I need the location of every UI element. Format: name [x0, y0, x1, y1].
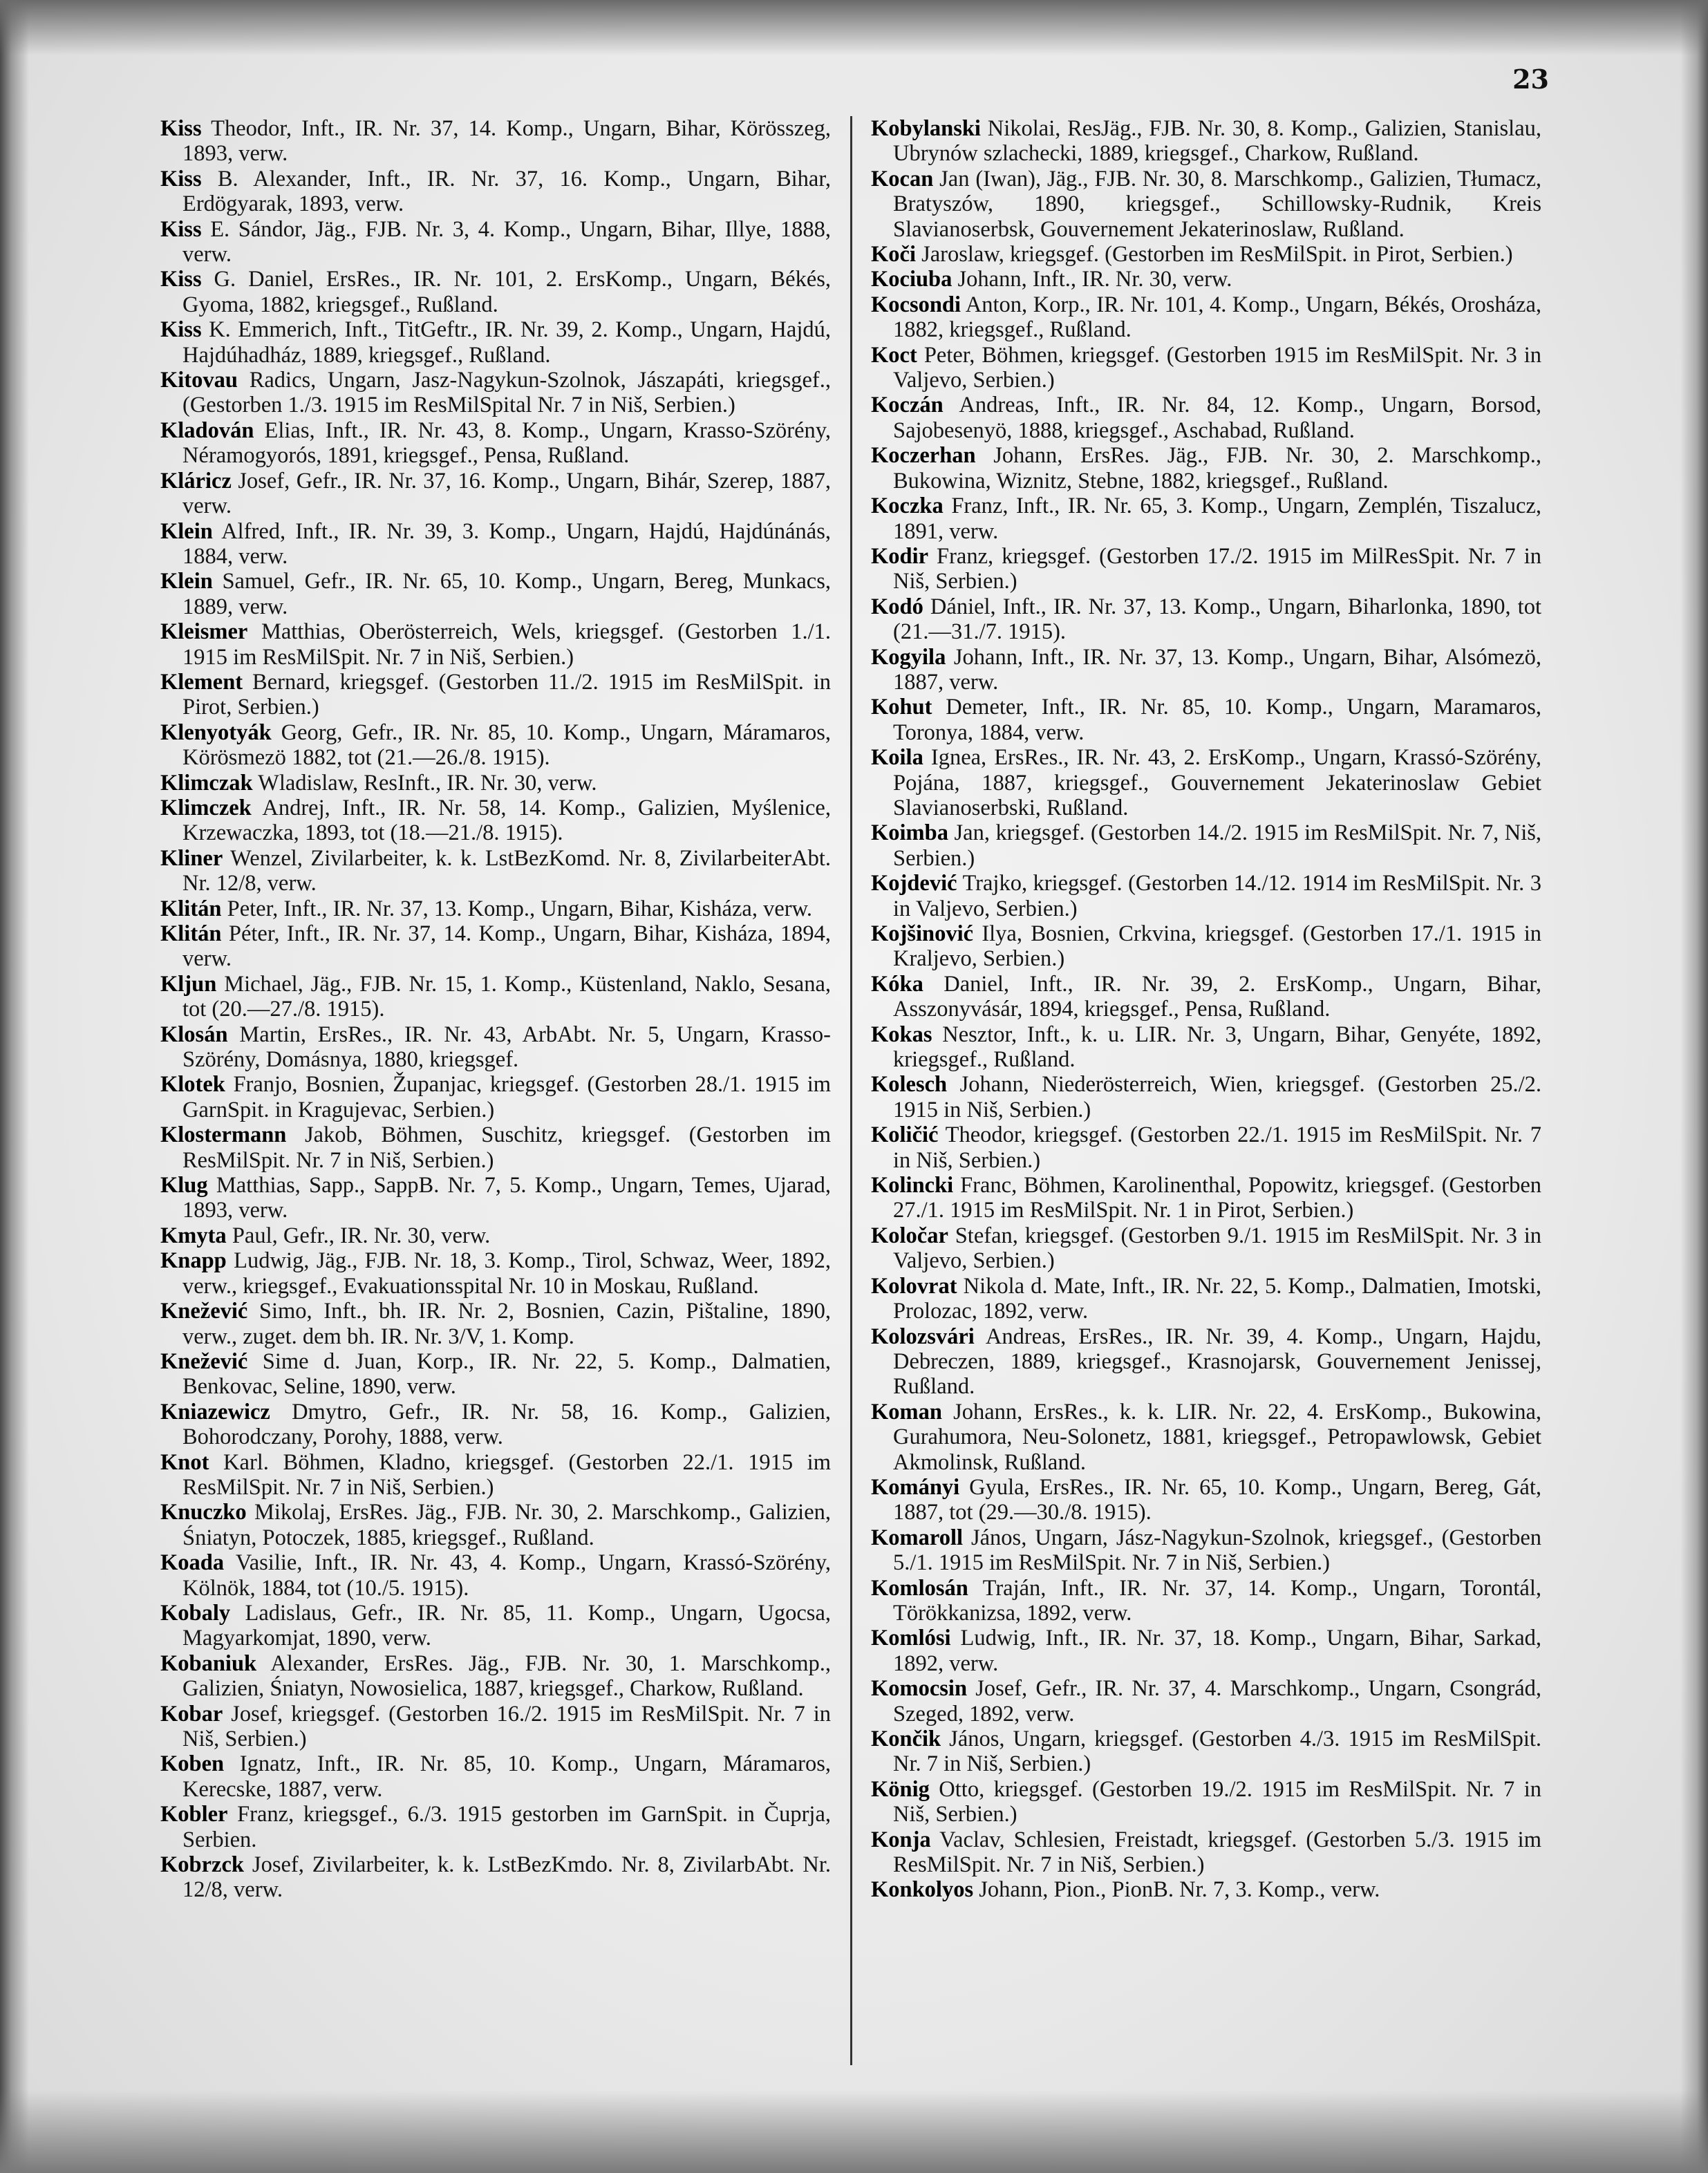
entry-surname: Koczka	[871, 493, 944, 519]
entry-surname: Komocsin	[871, 1676, 968, 1702]
entry-details: Johann, Niederösterreich, Wien, kriegsgef. (Gestorben 25./2. 1915 in Niš, Serbien.)	[893, 1072, 1541, 1122]
entry-details: Josef, Gefr., IR. Nr. 37, 4. Marschkomp., Ungarn, Csongrád, Szeged, 1892, verw.	[893, 1676, 1541, 1727]
list-entry	[871, 1727, 1541, 1777]
list-entry	[871, 921, 1541, 972]
list-entry	[160, 1400, 831, 1450]
entry-surname: Komlosán	[871, 1575, 968, 1601]
entry-surname: Kociuba	[871, 267, 952, 292]
list-entry	[871, 1173, 1541, 1223]
scan-edge-right	[1680, 0, 1708, 2173]
list-entry	[160, 1550, 831, 1601]
entry-surname: Klement	[160, 669, 243, 695]
entry-surname: Kobrzck	[160, 1852, 244, 1878]
entry-surname: König	[871, 1776, 930, 1802]
entry-details: Otto, kriegsgef. (Gestorben 19./2. 1915 im ResMilSpit. Nr. 7 in Niš, Serbien.)	[893, 1776, 1541, 1827]
list-entry	[160, 972, 831, 1022]
entry-surname: Kojdević	[871, 871, 957, 896]
entry-surname: Knežević	[160, 1348, 248, 1374]
entry-details: Johann, Pion., PionB. Nr. 7, 3. Komp., verw.	[979, 1877, 1380, 1903]
list-entry	[871, 1676, 1541, 1727]
entry-surname: Klenyotyák	[160, 719, 272, 745]
entry-surname: Kiss	[160, 216, 202, 242]
entry-details: Andrej, Inft., IR. Nr. 58, 14. Komp., Galizien, Myślenice, Krzewaczka, 1893, tot (18.—21./8. 1915).	[182, 795, 831, 846]
list-entry	[160, 1349, 831, 1400]
entry-details: Franc, Böhmen, Karolinenthal, Popowitz, kriegsgef. (Gestorben 27./1. 1915 im ResMilSpit. Nr. 1 in Pirot, Serbien.)	[893, 1173, 1541, 1223]
list-entry	[871, 1274, 1541, 1324]
entry-details: Paul, Gefr., IR. Nr. 30, verw.	[232, 1223, 491, 1248]
entry-details: Anton, Korp., IR. Nr. 101, 4. Komp., Ungarn, Békés, Orosháza, 1882, kriegsgef., Rußland.	[893, 292, 1541, 343]
entry-surname: Kiss	[160, 317, 202, 343]
entry-details: Dániel, Inft., IR. Nr. 37, 13. Komp., Ungarn, Biharlonka, 1890, tot (21.—31./7. 1915).	[893, 594, 1541, 645]
entry-details: Johann, Inft., IR. Nr. 37, 13. Komp., Ungarn, Bihar, Alsómezö, 1887, verw.	[893, 644, 1542, 695]
entry-details: Andreas, ErsRes., IR. Nr. 39, 4. Komp., Ungarn, Hajdu, Debreczen, 1889, kriegsgef., Krasnojarsk, Gouvernement Jenissej, Rußland.	[893, 1324, 1541, 1400]
entry-surname: Knapp	[160, 1248, 227, 1274]
list-entry	[160, 217, 831, 267]
entry-details: Theodor, Inft., IR. Nr. 37, 14. Komp., Ungarn, Bihar, Körösszeg, 1893, verw.	[182, 116, 831, 167]
entry-details: Franz, kriegsgef. (Gestorben 17./2. 1915 im MilResSpit. Nr. 7 in Niš, Serbien.)	[893, 543, 1541, 594]
entry-details: Mikolaj, ErsRes. Jäg., FJB. Nr. 30, 2. Marschkomp., Galizien, Śniatyn, Potoczek, 1885, kriegsgef., Rußland.	[182, 1500, 831, 1550]
list-entry	[871, 167, 1541, 242]
list-entry	[160, 116, 831, 167]
entry-surname: Končik	[871, 1727, 941, 1751]
entry-details: Josef, kriegsgef. (Gestorben 16./2. 1915 im ResMilSpit. Nr. 7 in Niš, Serbien.)	[182, 1701, 831, 1751]
entry-surname: Količić	[871, 1122, 939, 1148]
entry-surname: Kljun	[160, 971, 217, 997]
entry-surname: Koct	[871, 342, 917, 368]
entry-surname: Koczerhan	[871, 443, 976, 469]
entry-surname: Klosán	[160, 1022, 228, 1047]
list-entry	[871, 443, 1541, 493]
entry-surname: Kmyta	[160, 1223, 227, 1248]
entry-surname: Kiss	[160, 166, 202, 191]
list-entry	[871, 1324, 1541, 1400]
entry-surname: Kobylanski	[871, 116, 981, 141]
list-entry	[160, 368, 831, 418]
entry-details: Martin, ErsRes., IR. Nr. 43, ArbAbt. Nr. 5, Ungarn, Krasso-Szörény, Domásnya, 1880, kriegsgef.	[182, 1022, 831, 1073]
entry-details: K. Emmerich, Inft., TitGeftr., IR. Nr. 39, 2. Komp., Ungarn, Hajdú, Hajdúhadház, 1889, kriegsgef., Rußland.	[182, 317, 831, 368]
entry-details: Franz, kriegsgef., 6./3. 1915 gestorben im GarnSpit. in Čuprja, Serbien.	[182, 1802, 831, 1852]
entry-details: Alexander, ErsRes. Jäg., FJB. Nr. 30, 1. Marschkomp., Galizien, Śniatyn, Nowosielica, 1887, kriegsgef., Charkow, Rußland.	[182, 1650, 831, 1702]
entry-surname: Koben	[160, 1751, 225, 1777]
entry-surname: Knot	[160, 1449, 209, 1475]
entry-details: Matthias, Oberösterreich, Wels, kriegsgef. (Gestorben 1./1. 1915 im ResMilSpit. Nr. 7 in Niš, Serbien.)	[182, 619, 832, 670]
list-entry	[160, 469, 831, 519]
entry-surname: Kóka	[871, 971, 923, 997]
list-entry	[160, 720, 831, 771]
list-entry	[160, 771, 831, 796]
entry-details: Alfred, Inft., IR. Nr. 39, 3. Komp., Ungarn, Hajdú, Hajdúnánás, 1884, verw.	[182, 518, 832, 569]
list-entry	[160, 1173, 831, 1223]
entry-details: Karl. Böhmen, Kladno, kriegsgef. (Gestorben 22./1. 1915 im ResMilSpit. Nr. 7 in Niš, Serbien.)	[182, 1449, 831, 1500]
entry-details: Johann, ErsRes. Jäg., FJB. Nr. 30, 2. Marschkomp., Bukowina, Wiznitz, Stebne, 1882, kriegsgef., Rußland.	[893, 443, 1541, 493]
entry-surname: Kniazewicz	[160, 1399, 270, 1424]
list-entry	[871, 1777, 1541, 1827]
entry-details: Simo, Inft., bh. IR. Nr. 2, Bosnien, Cazin, Pištaline, 1890, verw., zuget. dem bh. IR. Nr. 3/V, 1. Komp.	[182, 1299, 832, 1349]
entry-details: Ignatz, Inft., IR. Nr. 85, 10. Komp., Ungarn, Máramaros, Kerecske, 1887, verw.	[182, 1751, 832, 1802]
list-entry	[871, 1022, 1541, 1073]
entry-surname: Kohut	[871, 695, 932, 720]
list-entry	[160, 167, 831, 217]
entry-details: János, Ungarn, Jász-Nagykun-Szolnok, kriegsgef., (Gestorben 5./1. 1915 im ResMilSpit. Nr. 7 in Niš, Serbien.)	[893, 1525, 1541, 1576]
list-entry	[160, 1500, 831, 1550]
entry-details: Nikolai, ResJäg., FJB. Nr. 30, 8. Komp., Galizien, Stanislau, Ubrynów szlachecki, 1889, kriegsgef., Charkow, Rußland.	[893, 116, 1542, 167]
list-entry	[160, 1601, 831, 1651]
entry-surname: Kogyila	[871, 644, 946, 670]
entry-details: Josef, Gefr., IR. Nr. 37, 16. Komp., Ungarn, Bihár, Szerep, 1887, verw.	[182, 468, 831, 519]
list-entry	[871, 695, 1541, 745]
entry-surname: Kláricz	[160, 468, 232, 493]
entry-surname: Kodir	[871, 543, 929, 569]
entry-details: Andreas, Inft., IR. Nr. 84, 12. Komp., Ungarn, Borsod, Sajobesenyö, 1888, kriegsgef., Aschabad, Rußland.	[893, 393, 1541, 443]
entry-surname: Koila	[871, 745, 923, 771]
entry-surname: Klostermann	[160, 1122, 287, 1148]
list-entry	[871, 645, 1541, 695]
entry-surname: Klitán	[160, 896, 222, 921]
entry-details: Vaclav, Schlesien, Freistadt, kriegsgef. (Gestorben 5./3. 1915 im ResMilSpit. Nr. 7 in Niš, Serbien.)	[893, 1827, 1541, 1878]
entry-details: Georg, Gefr., IR. Nr. 85, 10. Komp., Ungarn, Máramaros, Körösmezö 1882, tot (21.—26./8. 1915).	[182, 719, 832, 771]
list-entry	[160, 418, 831, 469]
list-entry	[871, 820, 1541, 871]
list-entry	[871, 1475, 1541, 1525]
entry-surname: Kolincki	[871, 1173, 954, 1198]
list-entry	[871, 242, 1541, 267]
list-entry	[871, 1223, 1541, 1274]
entry-details: Michael, Jäg., FJB. Nr. 15, 1. Komp., Küstenland, Naklo, Sesana, tot (20.—27./8. 1915).	[182, 971, 832, 1022]
entry-details: Jan, kriegsgef. (Gestorben 14./2. 1915 im ResMilSpit. Nr. 7, Niš, Serbien.)	[893, 820, 1541, 871]
column-divider	[850, 116, 852, 2065]
entry-surname: Kiss	[160, 267, 202, 292]
entry-details: Dmytro, Gefr., IR. Nr. 58, 16. Komp., Galizien, Bohorodczany, Porohy, 1888, verw.	[182, 1399, 832, 1450]
entry-surname: Kobaniuk	[160, 1650, 257, 1676]
entry-surname: Kladován	[160, 417, 254, 443]
list-entry	[871, 871, 1541, 921]
entry-details: János, Ungarn, kriegsgef. (Gestorben 4./3. 1915 im ResMilSpit. Nr. 7 in Niš, Serbien.)	[893, 1727, 1542, 1777]
entry-surname: Kocsondi	[871, 292, 961, 317]
entry-details: Samuel, Gefr., IR. Nr. 65, 10. Komp., Ungarn, Bereg, Munkacs, 1889, verw.	[182, 569, 832, 619]
list-entry	[160, 519, 831, 570]
entry-details: Radics, Ungarn, Jasz-Nagykun-Szolnok, Jászapáti, kriegsgef., (Gestorben 1./3. 1915 im ResMilSpital Nr. 7 in Niš, Serbien.)	[182, 368, 831, 418]
list-entry	[160, 1072, 831, 1122]
entry-details: Franjo, Bosnien, Županjac, kriegsgef. (Gestorben 28./1. 1915 im GarnSpit. in Kragujevac, Serbien.)	[182, 1072, 832, 1122]
entry-surname: Kojšinović	[871, 921, 974, 946]
list-entry	[871, 116, 1541, 167]
list-entry	[871, 1400, 1541, 1475]
entry-surname: Koločar	[871, 1223, 948, 1248]
entry-details: Ladislaus, Gefr., IR. Nr. 85, 11. Komp., Ungarn, Ugocsa, Magyarkomjat, 1890, verw.	[182, 1600, 831, 1651]
list-entry	[160, 569, 831, 619]
entry-details: Nikola d. Mate, Inft., IR. Nr. 22, 5. Komp., Dalmatien, Imotski, Prolozac, 1892, verw.	[893, 1273, 1541, 1324]
list-entry	[160, 846, 831, 896]
entry-details: Sime d. Juan, Korp., IR. Nr. 22, 5. Komp., Dalmatien, Benkovac, Seline, 1890, verw.	[182, 1348, 831, 1400]
list-entry	[160, 1450, 831, 1501]
entry-surname: Klitán	[160, 921, 222, 946]
entry-surname: Kocan	[871, 166, 934, 191]
scan-edge-left	[0, 0, 29, 2173]
entry-details: Wladislaw, ResInft., IR. Nr. 30, verw.	[258, 770, 597, 796]
entry-surname: Kobaly	[160, 1600, 231, 1626]
entry-details: Jaroslaw, kriegsgef. (Gestorben im ResMilSpit. in Pirot, Serbien.)	[921, 242, 1513, 267]
list-entry	[160, 1802, 831, 1852]
entry-details: Jakob, Böhmen, Suschitz, kriegsgef. (Gestorben im ResMilSpit. Nr. 7 in Niš, Serbien.)	[182, 1122, 832, 1173]
list-entry	[160, 796, 831, 846]
entry-details: Gyula, ErsRes., IR. Nr. 65, 10. Komp., Ungarn, Bereg, Gát, 1887, tot (29.—30./8. 1915).	[893, 1474, 1541, 1525]
list-entry	[871, 1122, 1541, 1173]
entry-surname: Koimba	[871, 820, 948, 846]
entry-details: Elias, Inft., IR. Nr. 43, 8. Komp., Ungarn, Krasso-Szörény, Néramogyorós, 1891, kriegsgef., Pensa, Rußland.	[182, 417, 832, 469]
entry-details: Daniel, Inft., IR. Nr. 39, 2. ErsKomp., Ungarn, Bihar, Asszonyvásár, 1894, kriegsgef., Pensa, Rußland.	[893, 971, 1541, 1022]
entry-details: Josef, Zivilarbeiter, k. k. LstBezKmdo. Nr. 8, ZivilarbAbt. Nr. 12/8, verw.	[182, 1852, 831, 1903]
list-entry	[160, 267, 831, 317]
entry-surname: Kokas	[871, 1022, 932, 1047]
entry-surname: Konkolyos	[871, 1877, 974, 1903]
entry-details: Bernard, kriegsgef. (Gestorben 11./2. 1915 im ResMilSpit. in Pirot, Serbien.)	[182, 669, 831, 720]
scan-edge-bottom	[0, 2090, 1708, 2173]
entry-details: Matthias, Sapp., SappB. Nr. 7, 5. Komp., Ungarn, Temes, Ujarad, 1893, verw.	[182, 1173, 832, 1223]
list-entry	[160, 1223, 831, 1248]
entry-details: Vasilie, Inft., IR. Nr. 43, 4. Komp., Ungarn, Krassó-Szörény, Kölnök, 1884, tot (10./5. 1915).	[182, 1550, 831, 1601]
list-entry	[871, 1072, 1541, 1122]
entry-details: Péter, Inft., IR. Nr. 37, 14. Komp., Ungarn, Bihar, Kisháza, 1894, verw.	[182, 921, 832, 972]
list-entry	[871, 493, 1541, 544]
list-entry	[160, 1299, 831, 1349]
list-entry	[160, 921, 831, 972]
entry-surname: Kolesch	[871, 1072, 948, 1098]
entry-surname: Kományi	[871, 1474, 960, 1500]
entry-details: Nesztor, Inft., k. u. LIR. Nr. 3, Ungarn, Bihar, Genyéte, 1892, kriegsgef., Rußland.	[893, 1022, 1541, 1073]
entry-details: Jan (Iwan), Jäg., FJB. Nr. 30, 8. Marschkomp., Galizien, Tłumacz, Bratyszów, 1890, kriegsgef., Schillowsky-Rudnik, Kreis Slavianoserbsk, Gouvernement Jekaterinoslaw, Rußland.	[893, 166, 1541, 242]
entry-details: B. Alexander, Inft., IR. Nr. 37, 16. Komp., Ungarn, Bihar, Erdögyarak, 1893, verw.	[182, 166, 832, 217]
right-column	[871, 116, 1541, 1903]
entry-surname: Komaroll	[871, 1525, 963, 1550]
page-number: 23	[1512, 64, 1549, 95]
entry-details: Ludwig, Jäg., FJB. Nr. 18, 3. Komp., Tirol, Schwaz, Weer, 1892, verw., kriegsgef., Evakuationsspital Nr. 10 in Moskau, Rußland.	[182, 1248, 831, 1299]
left-column	[160, 116, 831, 1903]
entry-surname: Koada	[160, 1550, 225, 1576]
entry-surname: Kleismer	[160, 619, 248, 645]
entry-surname: Klein	[160, 518, 213, 544]
list-entry	[871, 1827, 1541, 1878]
list-entry	[871, 292, 1541, 343]
entry-details: Stefan, kriegsgef. (Gestorben 9./1. 1915 im ResMilSpit. Nr. 3 in Valjevo, Serbien.)	[893, 1223, 1542, 1274]
entry-surname: Kodó	[871, 594, 923, 619]
entry-details: Ignea, ErsRes., IR. Nr. 43, 2. ErsKomp., Ungarn, Krassó-Szörény, Pojána, 1887, kriegsgef., Gouvernement Jekaterinoslaw Gebiet Slavianoserbski, Rußland.	[893, 745, 1541, 820]
list-entry	[871, 1626, 1541, 1676]
list-entry	[871, 267, 1541, 292]
entry-surname: Klimczek	[160, 795, 252, 820]
entry-details: Demeter, Inft., IR. Nr. 85, 10. Komp., Ungarn, Maramaros, Toronya, 1884, verw.	[893, 695, 1541, 745]
list-entry	[871, 544, 1541, 594]
list-entry	[871, 972, 1541, 1022]
list-entry	[871, 1576, 1541, 1626]
entry-details: Johann, ErsRes., k. k. LIR. Nr. 22, 4. ErsKomp., Bukowina, Gurahumora, Neu-Solonetz, 1881, kriegsgef., Petropawlowsk, Gebiet Akmolinsk, Rußland.	[893, 1399, 1541, 1475]
entry-details: Theodor, kriegsgef. (Gestorben 22./1. 1915 im ResMilSpit. Nr. 7 in Niš, Serbien.)	[893, 1122, 1541, 1173]
entry-surname: Koczán	[871, 393, 944, 418]
list-entry	[871, 1525, 1541, 1576]
list-entry	[871, 343, 1541, 393]
entry-surname: Kobar	[160, 1701, 223, 1727]
entry-surname: Konja	[871, 1827, 931, 1852]
entry-surname: Kitovau	[160, 368, 238, 393]
entry-details: Franz, Inft., IR. Nr. 65, 3. Komp., Ungarn, Zemplén, Tiszalucz, 1891, verw.	[893, 493, 1541, 544]
list-entry	[871, 745, 1541, 820]
list-entry	[160, 1852, 831, 1903]
entry-details: G. Daniel, ErsRes., IR. Nr. 101, 2. ErsKomp., Ungarn, Békés, Gyoma, 1882, kriegsgef., Rußland.	[182, 267, 832, 317]
entry-details: Peter, Böhmen, kriegsgef. (Gestorben 1915 im ResMilSpit. Nr. 3 in Valjevo, Serbien.)	[893, 342, 1542, 393]
list-entry	[871, 594, 1541, 645]
entry-surname: Kiss	[160, 116, 202, 141]
entry-details: Johann, Inft., IR. Nr. 30, verw.	[957, 267, 1232, 292]
list-entry	[160, 670, 831, 720]
entry-surname: Klug	[160, 1173, 208, 1198]
entry-surname: Komlósi	[871, 1626, 951, 1651]
entry-details: Peter, Inft., IR. Nr. 37, 13. Komp., Ungarn, Bihar, Kisháza, verw.	[227, 896, 813, 921]
entry-details: Ilya, Bosnien, Crkvina, kriegsgef. (Gestorben 17./1. 1915 in Kraljevo, Serbien.)	[893, 921, 1542, 972]
entry-details: Trajko, kriegsgef. (Gestorben 14./12. 1914 im ResMilSpit. Nr. 3 in Valjevo, Serbien.)	[893, 871, 1541, 921]
entry-details: Ludwig, Inft., IR. Nr. 37, 18. Komp., Ungarn, Bihar, Sarkad, 1892, verw.	[893, 1626, 1541, 1676]
entry-surname: Klein	[160, 569, 213, 594]
entry-surname: Koči	[871, 242, 916, 267]
list-entry	[160, 896, 831, 921]
entry-details: Traján, Inft., IR. Nr. 37, 14. Komp., Ungarn, Torontál, Törökkanizsa, 1892, verw.	[893, 1575, 1541, 1626]
list-entry	[871, 393, 1541, 443]
entry-surname: Kobler	[160, 1802, 228, 1827]
entry-surname: Koman	[871, 1399, 942, 1424]
entry-surname: Knežević	[160, 1299, 248, 1324]
entry-surname: Kolozsvári	[871, 1324, 975, 1349]
list-entry	[160, 1651, 831, 1702]
list-entry	[160, 1248, 831, 1299]
list-entry	[160, 619, 831, 670]
list-entry	[160, 1751, 831, 1802]
entry-surname: Kolovrat	[871, 1273, 957, 1299]
list-entry	[160, 1022, 831, 1073]
entry-surname: Klimczak	[160, 770, 253, 796]
list-entry	[160, 1122, 831, 1173]
list-entry	[160, 317, 831, 368]
list-entry	[160, 1702, 831, 1752]
list-entry	[871, 1877, 1541, 1902]
entry-details: Wenzel, Zivilarbeiter, k. k. LstBezKomd. Nr. 8, ZivilarbeiterAbt. Nr. 12/8, verw.	[182, 845, 831, 896]
scan-edge-top	[0, 0, 1708, 55]
entry-surname: Kliner	[160, 845, 223, 871]
entry-details: E. Sándor, Jäg., FJB. Nr. 3, 4. Komp., Ungarn, Bihar, Illye, 1888, verw.	[182, 216, 831, 267]
entry-surname: Knuczko	[160, 1500, 247, 1525]
entry-surname: Klotek	[160, 1072, 225, 1098]
